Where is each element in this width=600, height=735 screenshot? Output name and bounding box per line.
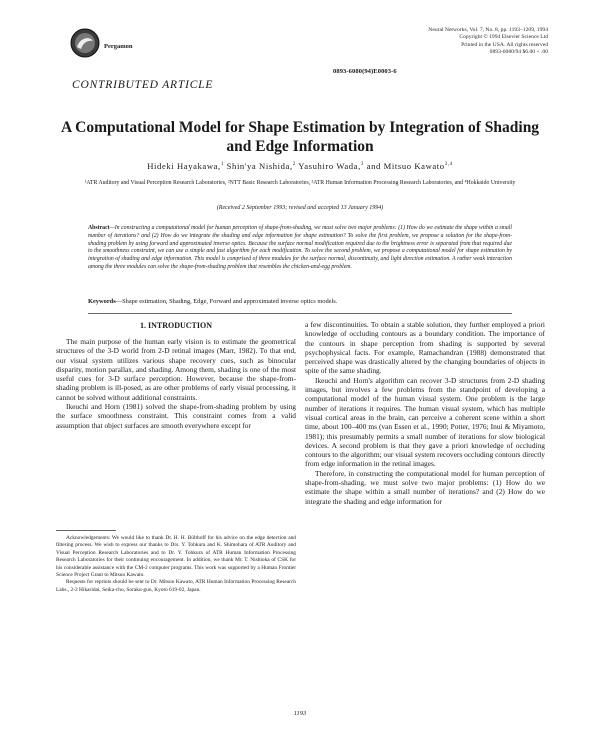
body-paragraph: Therefore, in constructing the computational model for human perception of shape-from-shading, we must solve two major problems: (1) How do we estimate the shape within a small number of iterations? and (2) How do we integrate the shading and edge information for: [305, 468, 545, 506]
author-affiliation-mark: 2: [292, 162, 296, 168]
author-affiliation-mark: 3,4: [444, 162, 453, 168]
received-dates: (Received 2 September 1993; revised and accepted 13 January 1994): [216, 205, 384, 211]
author-name: Hideki Hayakawa,: [147, 161, 221, 171]
keywords-label: Keywords: [88, 298, 116, 305]
section-heading: 1. INTRODUCTION: [139, 321, 212, 330]
abstract-divider: [88, 313, 512, 314]
issn-code: 0893-6080(94)E0003-6: [333, 68, 397, 75]
affiliations: ¹ATR Auditory and Visual Perception Research Laboratories, ²NTT Basic Research Laboratories, ³ATR Human Information Processing Research Laboratories, and ⁴Hokkaido University: [84, 180, 516, 186]
body-paragraph: The main purpose of the human early vision is to estimate the geometrical structures of the 3-D world from 2-D retinal images (Marr, 1982). To that end, our visual system utilizes various shape recovery cues, such as binocular disparity, motion parallax, and shading. Among them, shading is one of the most useful cues for 3-D surface perception. However, because the shape-from-shading problem is ill-posed, as are other problems of early visual processing, it cannot be solved without additional constraints.: [56, 337, 296, 402]
body-paragraph: Ikeuchi and Horn's algorithm can recover 3-D structures from 2-D shading images, but involves a few problems from the standpoint of developing a computational model of the human visual system. One problem is the large number of iterations it requires. The human visual system, which has multiple visual cortical areas in the brain, can perceive a coherent scene within a short time, about 100–400 ms (van Essen et al., 1990; Potter, 1976; Inui & Miyamoto, 1981); this presumably permits a small number of iterations for slow biological devices. A second problem is that they gave a priori knowledge of occluding contours to the algorithm; our visual system recovers occluding contours directly from edge information in the retinal images.: [305, 375, 545, 469]
page-number: 1193: [293, 710, 307, 717]
journal-info: [428, 27, 548, 57]
author-name: Mitsuo Kawato: [383, 161, 445, 171]
author-affiliation-mark: 3: [360, 162, 364, 168]
author-conjunction: and: [366, 161, 381, 171]
author-name: Shin'ya Nishida,: [226, 161, 293, 171]
body-paragraph: a few discontinuities. To obtain a stable solution, they further employed a priori knowledge of occluding contours as a boundary condition. The importance of the contours in shape perception from shading is supported by several psychophysical facts. For example, Ramachandran (1988) demonstrated that perceived shape was drastically altered by the changing boundaries of objects in spite of the same shading.: [305, 320, 545, 376]
author-line: [60, 161, 540, 171]
publisher-logo: [70, 28, 100, 58]
right-column: [305, 320, 545, 506]
body-paragraph: Ikeuchi and Horn (1981) solved the shape-from-shading problem by using the surface smoothness constraint. This constraint comes from a valid assumption that object surfaces are smooth everywhere except for: [56, 402, 296, 430]
reprint-footnote: Requests for reprints should be sent to Dr. Mitsuo Kawato, ATR Human Information Processing Research Labs., 2-2 Hikaridai, Seika-cho, Soraku-gun, Kyoto 619-02, Japan.: [56, 579, 296, 593]
journal-price: 0893-6080/94 $6.00 + .00: [489, 49, 548, 56]
author-affiliation-mark: 1: [220, 162, 224, 168]
journal-citation: Neural Networks, Vol. 7, No. 8, pp. 1193–1209, 1994: [428, 27, 548, 33]
author-name: Yasuhiro Wada,: [298, 161, 361, 171]
paper-title: A Computational Model for Shape Estimation by Integration of Shading and Edge Information: [60, 119, 540, 155]
journal-copyright: Copyright © 1994 Elsevier Science Ltd: [459, 34, 548, 41]
keywords-text: —Shape estimation, Shading, Edge, Forward and approximated inverse optics models.: [115, 298, 338, 305]
acknowledgement-footnote: Acknowledgements: We would like to thank Dr. H. H. Bülthoff for his advice on the edge detection and filtering process. We wish to express our thanks to Drs. Y. Tohkura and K. Shimohara of ATR Auditory and Visual Perception Research Laboratories and to Dr. Y. Tohkura of ATR Human Information Processing Research Laboratories for their continuing encouragement. In addition, we thank Mr. T. Nishioka of CSK for his considerable assistance with the CM-2 computer programs. This work was supported by a Human Frontier Science Project Grant to Mitsuo Kawato.: [56, 535, 296, 579]
footnotes: [56, 535, 296, 594]
left-column: [56, 337, 296, 430]
abstract: [88, 225, 512, 272]
abstract-text: —In constructing a computational model for human perception of shape-from-shading, we must solve two major problems: (1) How do we estimate the shape within a small number of iterations? and (2) How do we integrate the shading and edge information for shape estimation? To solve the first problem, we propose a solution for the shape-from-shading problem by using forward and approximated inverse optics. Because the surface normal modification required due to the brightness error is separated from that required due to the smoothness constraint, we can use a simple and fast algorithm for each modification. To solve the second problem, we propose a computational model for shape estimation by integration of shading and edge information. This model is comprised of three modules for the surface normal, discontinuity, and light direction estimation. A rather weak interaction among the three modules can solve the shape-from-shading problem that resembles the chicken-and-egg problem.: [88, 225, 512, 270]
publisher-name: Pergamon: [104, 43, 133, 50]
abstract-label: Abstract: [88, 225, 110, 231]
section-label: CONTRIBUTED ARTICLE: [72, 79, 214, 91]
journal-printed: Printed in the USA. All rights reserved: [461, 41, 548, 48]
footnote-rule: [56, 530, 116, 531]
keywords: [88, 298, 512, 305]
